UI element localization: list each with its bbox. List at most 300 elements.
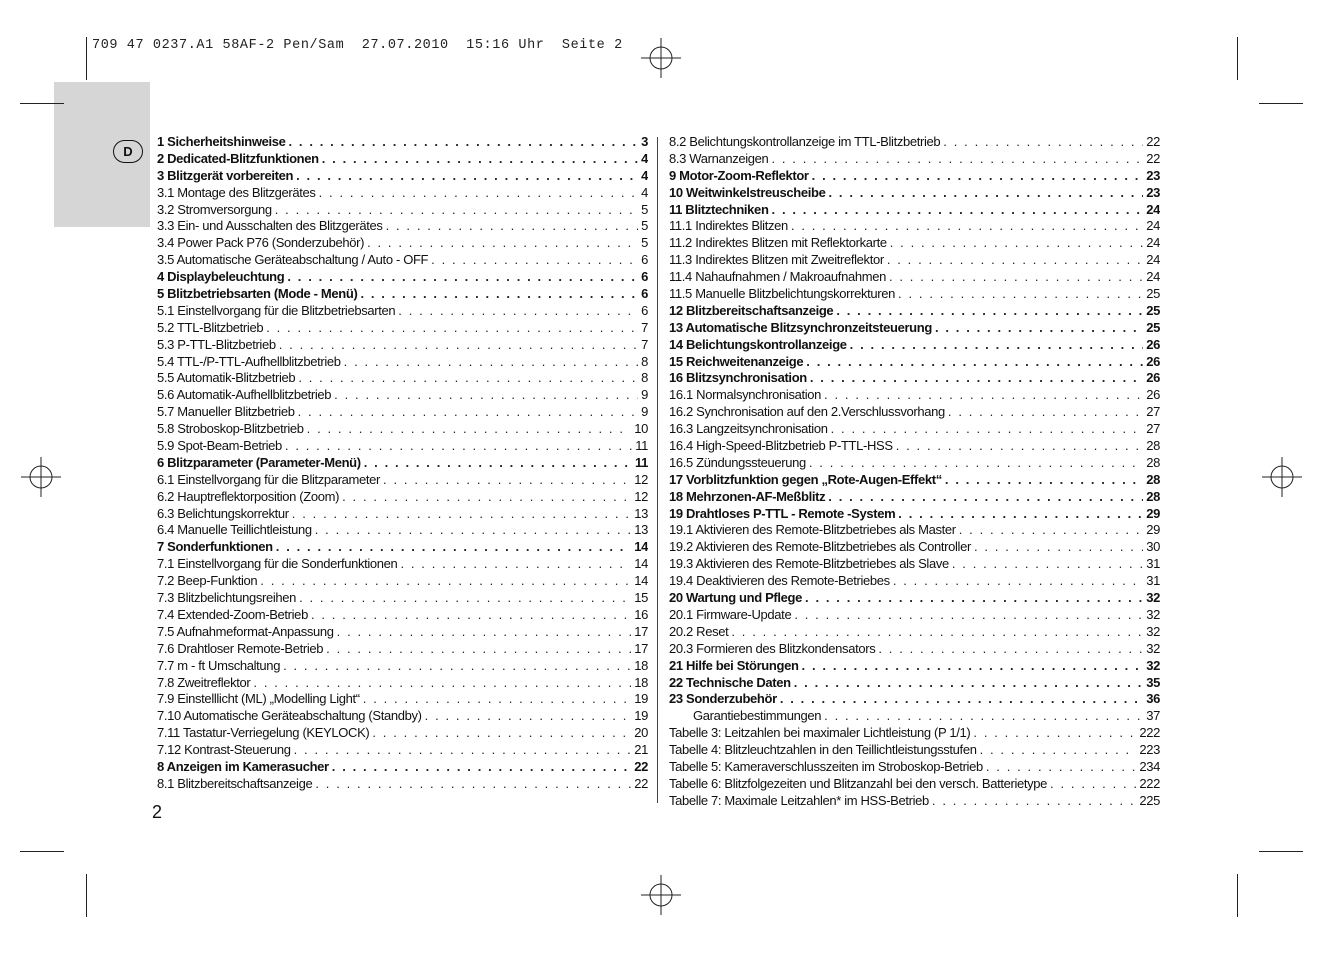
toc-entry: [669, 658, 1160, 675]
toc-leader-dots: [337, 624, 632, 641]
toc-entry: [669, 742, 1160, 759]
toc-entry: [669, 404, 1160, 421]
toc-entry: [669, 776, 1160, 793]
toc-leader-dots: [360, 286, 638, 303]
toc-entry-page: 17: [634, 623, 648, 639]
toc-entry: [157, 252, 648, 269]
toc-entry-page: 28: [1146, 488, 1160, 504]
toc-entry: [157, 337, 648, 354]
toc-entry-title: 6.2 Hauptreflektorposition (Zoom): [157, 488, 340, 504]
toc-entry-page: 225: [1139, 792, 1160, 808]
toc-entry-page: 4: [641, 184, 648, 200]
toc-entry-page: 19: [634, 708, 648, 724]
toc-entry: [669, 725, 1160, 742]
crop-mark: [20, 851, 64, 852]
toc-entry-title: 19.2 Aktivieren des Remote-Blitzbetriebes als Controller: [669, 539, 971, 555]
toc-entry-title: 7.7 m - ft Umschaltung: [157, 657, 281, 673]
toc-leader-dots: [780, 691, 1143, 708]
toc-entry-page: 23: [1146, 184, 1160, 200]
toc-entry-page: 26: [1146, 387, 1160, 403]
toc-entry-page: 11: [635, 438, 648, 454]
toc-leader-dots: [253, 675, 631, 692]
toc-entry: [157, 539, 648, 556]
toc-entry-page: 14: [634, 573, 648, 589]
toc-entry-page: 5: [641, 235, 648, 251]
toc-leader-dots: [315, 522, 631, 539]
toc-entry: [669, 185, 1160, 202]
toc-entry-page: 25: [1146, 286, 1160, 302]
toc-leader-dots: [287, 269, 638, 286]
toc-leader-dots: [275, 202, 638, 219]
toc-entry-page: 4: [641, 167, 648, 183]
registration-mark-icon: [1262, 457, 1302, 497]
crop-mark: [1237, 874, 1238, 917]
toc-entry-title: 7.3 Blitzbelichtungsreihen: [157, 590, 297, 606]
toc-entry: [157, 776, 648, 793]
toc-entry: [157, 725, 648, 742]
toc-entry: [157, 641, 648, 658]
toc-entry-page: 9: [641, 387, 648, 403]
toc-entry-page: 222: [1139, 775, 1160, 791]
toc-entry-page: 26: [1146, 336, 1160, 352]
toc-leader-dots: [959, 522, 1144, 539]
toc-entry-page: 32: [1146, 590, 1160, 606]
toc-entry: [669, 691, 1160, 708]
toc-entry-page: 37: [1146, 708, 1160, 724]
toc-entry: [669, 337, 1160, 354]
toc-entry-title: Tabelle 6: Blitzfolgezeiten und Blitzanzahl bei den versch. Batterietype: [669, 775, 1048, 791]
toc-leader-dots: [326, 641, 631, 658]
toc-entry-page: 24: [1146, 252, 1160, 268]
toc-entry-title: 11.4 Nahaufnahmen / Makroaufnahmen: [669, 269, 886, 285]
toc-entry-page: 6: [641, 269, 648, 285]
toc-entry-page: 5: [641, 218, 648, 234]
toc-entry-page: 222: [1139, 725, 1160, 741]
toc-entry: [669, 489, 1160, 506]
toc-entry: [157, 387, 648, 404]
crop-mark: [86, 37, 87, 80]
toc-entry: [669, 472, 1160, 489]
toc-leader-dots: [831, 421, 1144, 438]
toc-leader-dots: [890, 235, 1144, 252]
toc-leader-dots: [260, 573, 631, 590]
toc-entry-page: 17: [634, 640, 648, 656]
language-badge: D: [113, 140, 143, 163]
toc-entry: [669, 354, 1160, 371]
toc-entry-page: 4: [641, 150, 648, 166]
toc-entry: [157, 202, 648, 219]
toc-entry-title: 9 Motor-Zoom-Reflektor: [669, 167, 809, 183]
toc-entry-title: Tabelle 4: Blitzleuchtzahlen in den Teillichtleistungsstufen: [669, 742, 977, 758]
toc-entry-page: 30: [1146, 539, 1160, 555]
toc-entry-title: 1 Sicherheitshinweise: [157, 134, 286, 149]
registration-mark-icon: [21, 457, 61, 497]
toc-entry-title: 8.2 Belichtungskontrollanzeige im TTL-Blitzbetrieb: [669, 134, 941, 149]
toc-entry-title: 19.1 Aktivieren des Remote-Blitzbetriebes als Master: [669, 522, 956, 538]
toc-entry-title: 5.6 Automatik-Aufhellblitzbetrieb: [157, 387, 332, 403]
toc-leader-dots: [363, 691, 631, 708]
toc-leader-dots: [731, 624, 1143, 641]
toc-right-column: [669, 134, 1160, 810]
toc-leader-dots: [292, 506, 631, 523]
toc-leader-dots: [898, 286, 1143, 303]
toc-entry: [669, 252, 1160, 269]
toc-entry-title: 16.3 Langzeitsynchronisation: [669, 421, 828, 437]
toc-entry: [669, 455, 1160, 472]
toc-entry-page: 28: [1146, 454, 1160, 470]
toc-entry-page: 14: [634, 556, 648, 572]
toc-entry: [157, 607, 648, 624]
toc-entry-page: 32: [1146, 606, 1160, 622]
toc-leader-dots: [342, 489, 631, 506]
toc-leader-dots: [898, 506, 1143, 523]
toc-leader-dots: [889, 269, 1143, 286]
toc-entry: [157, 134, 648, 151]
toc-entry-title: 16.4 High-Speed-Blitzbetrieb P-TTL-HSS: [669, 438, 893, 454]
toc-leader-dots: [986, 759, 1137, 776]
toc-leader-dots: [386, 218, 639, 235]
toc-entry-page: 7: [641, 336, 648, 352]
toc-leader-dots: [836, 303, 1143, 320]
toc-entry-title: 16.2 Synchronisation auf den 2.Verschlussvorhang: [669, 404, 945, 420]
toc-entry-page: 27: [1146, 404, 1160, 420]
toc-entry: [669, 624, 1160, 641]
toc-entry-page: 5: [641, 201, 648, 217]
toc-entry-title: 5.9 Spot-Beam-Betrieb: [157, 438, 282, 454]
toc-leader-dots: [285, 438, 632, 455]
toc-entry: [157, 320, 648, 337]
toc-entry: [669, 286, 1160, 303]
toc-leader-dots: [398, 303, 638, 320]
toc-entry-title: 20.1 Firmware-Update: [669, 606, 792, 622]
toc-leader-dots: [828, 489, 1143, 506]
toc-entry-page: 35: [1146, 674, 1160, 690]
toc-leader-dots: [943, 134, 1143, 151]
toc-entry-title: 3.5 Automatische Geräteabschaltung / Auto - OFF: [157, 252, 429, 268]
crop-mark: [1259, 103, 1303, 104]
toc-entry: [669, 556, 1160, 573]
toc-entry: [157, 556, 648, 573]
toc-entry-page: 8: [641, 370, 648, 386]
toc-leader-dots: [824, 708, 1143, 725]
toc-entry: [669, 218, 1160, 235]
toc-entry: [669, 421, 1160, 438]
toc-leader-dots: [319, 185, 639, 202]
page-number: 2: [152, 802, 163, 822]
toc-entry-page: 18: [634, 657, 648, 673]
toc-leader-dots: [932, 793, 1136, 810]
toc-entry-page: 12: [634, 488, 648, 504]
toc-entry: [157, 354, 648, 371]
toc-entry: [157, 168, 648, 185]
toc-leader-dots: [812, 168, 1144, 185]
toc-leader-dots: [372, 725, 631, 742]
toc-leader-dots: [334, 387, 638, 404]
toc-left-column: [157, 134, 648, 793]
toc-entry-title: 5.3 P-TTL-Blitzbetrieb: [157, 336, 276, 352]
toc-leader-dots: [802, 658, 1144, 675]
toc-leader-dots: [771, 151, 1143, 168]
toc-leader-dots: [935, 320, 1143, 337]
toc-entry: [157, 590, 648, 607]
toc-entry-title: 20.3 Formieren des Blitzkondensators: [669, 640, 876, 656]
toc-entry: [669, 675, 1160, 692]
toc-leader-dots: [298, 370, 638, 387]
toc-entry: [157, 404, 648, 421]
toc-entry-title: Tabelle 5: Kameraverschlusszeiten im Stroboskop-Betrieb: [669, 758, 983, 774]
toc-entry-title: 7.10 Automatische Geräteabschaltung (Standby): [157, 708, 422, 724]
toc-entry: [669, 759, 1160, 776]
toc-entry: [669, 573, 1160, 590]
toc-entry-page: 32: [1146, 657, 1160, 673]
toc-entry-page: 25: [1146, 319, 1160, 335]
toc-entry-title: 7.9 Einstelllicht (ML) „Modelling Light“: [157, 691, 360, 707]
toc-entry: [157, 708, 648, 725]
toc-leader-dots: [294, 742, 632, 759]
toc-leader-dots: [810, 370, 1143, 387]
toc-leader-dots: [307, 421, 632, 438]
toc-entry-page: 6: [641, 302, 648, 318]
toc-entry-title: 7.2 Beep-Funktion: [157, 573, 258, 589]
toc-entry: [669, 269, 1160, 286]
toc-entry-title: 16 Blitzsynchronisation: [669, 370, 807, 386]
toc-entry-page: 10: [634, 421, 648, 437]
toc-entry-page: 23: [1146, 167, 1160, 183]
toc-entry: [669, 151, 1160, 168]
toc-leader-dots: [887, 252, 1143, 269]
toc-entry: [669, 168, 1160, 185]
toc-entry-page: 7: [641, 319, 648, 335]
toc-entry: [669, 320, 1160, 337]
toc-entry-page: 31: [1146, 556, 1160, 572]
toc-entry-page: 16: [634, 606, 648, 622]
toc-entry-page: 22: [634, 775, 648, 791]
toc-entry-title: 22 Technische Daten: [669, 674, 791, 690]
toc-entry-title: 20 Wartung und Pflege: [669, 590, 803, 606]
toc-entry: [669, 134, 1160, 151]
toc-leader-dots: [315, 776, 631, 793]
toc-entry-title: 7.5 Aufnahmeformat-Anpassung: [157, 623, 334, 639]
toc-entry-title: 7.6 Drahtloser Remote-Betrieb: [157, 640, 324, 656]
toc-entry: [669, 539, 1160, 556]
toc-entry-title: Garantiebestimmungen: [693, 708, 822, 724]
toc-entry-title: 2 Dedicated-Blitzfunktionen: [157, 150, 319, 166]
toc-entry-page: 24: [1146, 269, 1160, 285]
toc-entry-title: 15 Reichweitenanzeige: [669, 353, 804, 369]
toc-entry: [157, 624, 648, 641]
toc-entry-title: 8.3 Warnanzeigen: [669, 150, 769, 166]
toc-entry-page: 15: [634, 590, 648, 606]
toc-entry-page: 32: [1146, 640, 1160, 656]
toc-entry: [157, 522, 648, 539]
toc-entry: [669, 235, 1160, 252]
toc-entry-page: 20: [634, 725, 648, 741]
toc-entry-page: 22: [634, 758, 648, 774]
toc-entry: [157, 438, 648, 455]
toc-leader-dots: [809, 455, 1143, 472]
column-divider: [657, 137, 658, 803]
toc-entry-title: 20.2 Reset: [669, 623, 729, 639]
toc-entry: [669, 387, 1160, 404]
toc-entry-title: 11.3 Indirektes Blitzen mit Zweitreflektor: [669, 252, 884, 268]
toc-entry-title: 3 Blitzgerät vorbereiten: [157, 167, 294, 183]
toc-entry-page: 26: [1146, 370, 1160, 386]
toc-leader-dots: [850, 337, 1144, 354]
toc-entry-title: 11.1 Indirektes Blitzen: [669, 218, 788, 234]
toc-entry: [157, 303, 648, 320]
crop-mark: [20, 103, 64, 104]
toc-entry: [669, 506, 1160, 523]
toc-entry-title: 7.4 Extended-Zoom-Betrieb: [157, 606, 308, 622]
toc-entry-page: 8: [641, 353, 648, 369]
toc-leader-dots: [400, 556, 631, 573]
toc-entry-page: 234: [1139, 758, 1160, 774]
toc-leader-dots: [425, 708, 632, 725]
toc-entry-title: 5.5 Automatik-Blitzbetrieb: [157, 370, 296, 386]
toc-entry: [669, 641, 1160, 658]
toc-entry-page: 25: [1146, 302, 1160, 318]
toc-entry-page: 9: [641, 404, 648, 420]
toc-entry: [157, 421, 648, 438]
toc-entry: [157, 269, 648, 286]
toc-entry-page: 22: [1146, 134, 1160, 149]
toc-entry: [157, 573, 648, 590]
toc-entry-title: 23 Sonderzubehör: [669, 691, 777, 707]
toc-entry-title: 5 Blitzbetriebsarten (Mode - Menü): [157, 286, 358, 302]
toc-entry: [157, 675, 648, 692]
toc-entry-title: 7.12 Kontrast-Steuerung: [157, 742, 291, 758]
toc-entry-page: 13: [634, 505, 648, 521]
toc-leader-dots: [383, 472, 631, 489]
toc-entry: [157, 759, 648, 776]
toc-entry-page: 12: [634, 471, 648, 487]
toc-entry-title: 16.5 Zündungssteuerung: [669, 454, 806, 470]
toc-entry: [669, 522, 1160, 539]
toc-entry: [157, 235, 648, 252]
toc-entry: [157, 742, 648, 759]
toc-entry-title: 3.3 Ein- und Ausschalten des Blitzgerätes: [157, 218, 383, 234]
toc-entry-title: 21 Hilfe bei Störungen: [669, 657, 799, 673]
toc-leader-dots: [311, 607, 631, 624]
toc-entry-page: 18: [634, 674, 648, 690]
toc-entry-page: 29: [1146, 505, 1160, 521]
toc-leader-dots: [878, 641, 1143, 658]
toc-entry-title: 18 Mehrzonen-AF-Meßblitz: [669, 488, 826, 504]
toc-entry: [157, 658, 648, 675]
toc-entry-title: 6.1 Einstellvorgang für die Blitzparameter: [157, 471, 381, 487]
toc-entry-title: 8.1 Blitzbereitschaftsanzeige: [157, 775, 313, 791]
toc-entry: [669, 438, 1160, 455]
toc-entry-title: 19 Drahtloses P-TTL - Remote -System: [669, 505, 896, 521]
toc-entry-page: 14: [634, 539, 648, 555]
toc-entry-page: 11: [634, 454, 648, 470]
toc-leader-dots: [772, 202, 1144, 219]
toc-entry-title: 5.4 TTL-/P-TTL-Aufhellblitzbetrieb: [157, 353, 341, 369]
toc-entry-page: 28: [1146, 471, 1160, 487]
toc-entry-page: 32: [1146, 623, 1160, 639]
toc-entry: [157, 489, 648, 506]
toc-leader-dots: [794, 607, 1143, 624]
toc-leader-dots: [1050, 776, 1136, 793]
toc-entry-title: 4 Displaybeleuchtung: [157, 269, 285, 285]
toc-leader-dots: [299, 590, 631, 607]
print-slug-header: 709 47 0237.A1 58AF-2 Pen/Sam 27.07.2010 15:16 Uhr Seite 2: [92, 38, 623, 53]
toc-leader-dots: [431, 252, 638, 269]
toc-entry-title: 3.4 Power Pack P76 (Sonderzubehör): [157, 235, 365, 251]
toc-entry-title: 14 Belichtungskontrollanzeige: [669, 336, 847, 352]
toc-entry: [157, 218, 648, 235]
toc-entry-page: 31: [1146, 573, 1160, 589]
toc-entry-title: Tabelle 3: Leitzahlen bei maximaler Lichtleistung (P 1/1): [669, 725, 971, 741]
toc-entry-title: 7.1 Einstellvorgang für die Sonderfunktionen: [157, 556, 398, 572]
toc-leader-dots: [893, 573, 1143, 590]
toc-leader-dots: [828, 185, 1143, 202]
toc-leader-dots: [896, 438, 1144, 455]
toc-leader-dots: [298, 404, 639, 421]
toc-leader-dots: [824, 387, 1143, 404]
toc-leader-dots: [948, 404, 1143, 421]
toc-leader-dots: [945, 472, 1143, 489]
toc-leader-dots: [973, 725, 1136, 742]
toc-leader-dots: [974, 539, 1143, 556]
toc-entry-title: 7.11 Tastatur-Verriegelung (KEYLOCK): [157, 725, 370, 741]
toc-entry: [157, 506, 648, 523]
toc-entry-title: 11.2 Indirektes Blitzen mit Reflektorkarte: [669, 235, 887, 251]
toc-entry-title: 8 Anzeigen im Kamerasucher: [157, 758, 329, 774]
toc-entry: [669, 793, 1160, 810]
registration-mark-icon: [641, 875, 681, 915]
toc-entry-page: 6: [641, 286, 648, 302]
toc-entry: [157, 455, 648, 472]
toc-leader-dots: [367, 235, 638, 252]
crop-mark: [1259, 851, 1303, 852]
toc-entry-page: 24: [1146, 201, 1160, 217]
toc-leader-dots: [364, 455, 632, 472]
toc-leader-dots: [344, 354, 638, 371]
toc-leader-dots: [288, 134, 638, 151]
toc-entry: [157, 151, 648, 168]
toc-entry-title: 6.4 Manuelle Teillichtleistung: [157, 522, 312, 538]
toc-entry: [157, 286, 648, 303]
toc-leader-dots: [791, 218, 1143, 235]
toc-entry: [669, 202, 1160, 219]
toc-entry-title: Tabelle 7: Maximale Leitzahlen* im HSS-Betrieb: [669, 792, 929, 808]
toc-leader-dots: [322, 151, 638, 168]
toc-entry-page: 26: [1146, 353, 1160, 369]
toc-entry-title: 5.2 TTL-Blitzbetrieb: [157, 319, 264, 335]
toc-entry-title: 16.1 Normalsynchronisation: [669, 387, 822, 403]
toc-entry-title: 5.7 Manueller Blitzbetrieb: [157, 404, 295, 420]
toc-entry: [157, 691, 648, 708]
toc-leader-dots: [266, 320, 638, 337]
toc-entry-title: 3.2 Stromversorgung: [157, 201, 272, 217]
toc-leader-dots: [283, 658, 631, 675]
toc-leader-dots: [279, 337, 638, 354]
toc-entry-title: 10 Weitwinkelstreuscheibe: [669, 184, 826, 200]
toc-entry: [157, 370, 648, 387]
registration-mark-icon: [641, 38, 681, 78]
toc-entry-title: 19.4 Deaktivieren des Remote-Betriebes: [669, 573, 890, 589]
toc-entry-page: 24: [1146, 218, 1160, 234]
toc-entry-title: 11.5 Manuelle Blitzbelichtungskorrekturen: [669, 286, 896, 302]
toc-entry-title: 3.1 Montage des Blitzgerätes: [157, 184, 316, 200]
toc-leader-dots: [296, 168, 638, 185]
toc-entry-title: 5.8 Stroboskop-Blitzbetrieb: [157, 421, 304, 437]
toc-entry-page: 28: [1146, 438, 1160, 454]
toc-entry: [669, 590, 1160, 607]
toc-leader-dots: [276, 539, 631, 556]
toc-entry: [669, 607, 1160, 624]
